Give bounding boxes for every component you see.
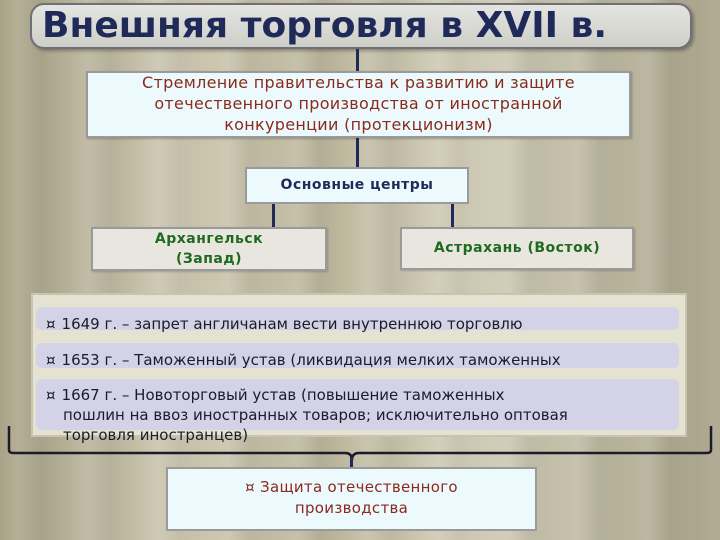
connector-goal-centers (356, 138, 359, 167)
connector-centers-west (272, 204, 275, 227)
event-item-1653 (46, 350, 561, 370)
event-line: 1667 г. – Новоторговый устав (повышение таможенных (61, 386, 505, 404)
goal-line: Стремление правительства к развитию и защите (142, 73, 575, 92)
event-line: 1649 г. – запрет англичанам вести внутреннюю торговлю (61, 315, 523, 333)
goal-text (86, 72, 631, 135)
connector-centers-east (451, 204, 454, 227)
goal-line: отечественного производства от иностранной (154, 94, 563, 113)
center-east-label: Астрахань (Восток) (433, 240, 601, 256)
result-text (166, 477, 537, 519)
center-west-line: (Запад) (175, 251, 243, 267)
event-item-1649 (46, 314, 523, 334)
center-west-line: Архангельск (154, 231, 264, 247)
connector-title-goal (356, 49, 359, 71)
result-line: производства (294, 499, 409, 517)
goal-line: конкуренции (протекционизм) (224, 115, 493, 134)
bullet-icon: ¤ (46, 315, 56, 333)
page-title: Внешняя торговля в XVII в. (42, 5, 608, 46)
event-line: торговля иностранцев) (63, 426, 249, 444)
result-line: Защита отечественного (260, 478, 458, 496)
event-line: пошлин на ввоз иностранных товаров; исключительно оптовая (63, 406, 568, 424)
bracket-stem (350, 457, 353, 467)
event-line: 1653 г. – Таможенный устав (ликвидация мелких таможенных (61, 351, 561, 369)
centers-heading: Основные центры (280, 177, 434, 193)
bracket-connector (0, 420, 720, 470)
bracket-path (9, 426, 711, 460)
bullet-icon: ¤ (46, 351, 56, 369)
bullet-icon: ¤ (46, 386, 56, 404)
bullet-icon: ¤ (245, 478, 255, 496)
center-west-label (91, 229, 327, 269)
